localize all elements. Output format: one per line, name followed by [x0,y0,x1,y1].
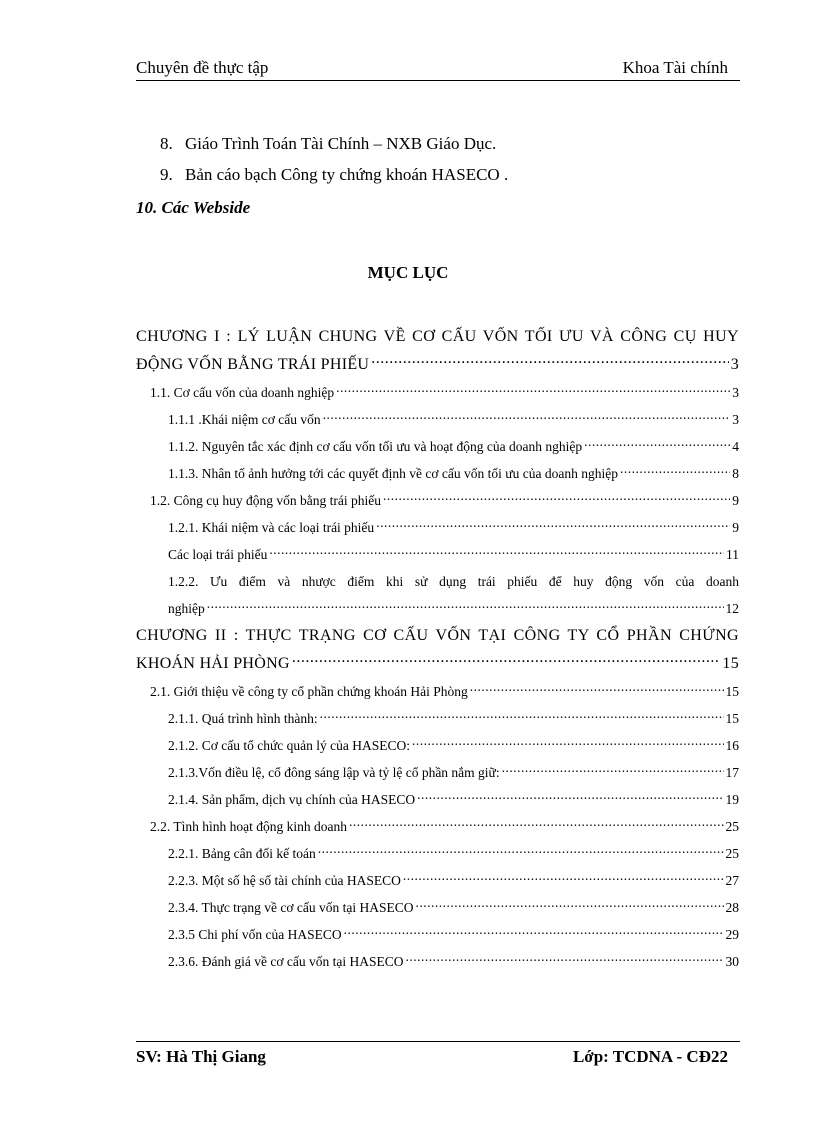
toc-entry-title: 2.2. Tình hình hoạt động kinh doanh [150,819,347,834]
toc-chapter-2-line1: CHƯƠNG II : THỰC TRẠNG CƠ CẤU VỐN TẠI CÔNG TY CỔ PHẦN CHỨNG [136,627,739,644]
toc-entry-title: 2.1.1. Quá trình hình thành: [168,711,318,726]
toc-entry-page: 27 [725,873,739,888]
footer-class: Lớp: TCDNA - CĐ22 [572,1047,728,1066]
toc-entry [150,813,739,840]
toc-entry-page: 19 [725,792,739,807]
header-right: Khoa Tài chính [622,58,728,77]
toc-entry-title: KHOÁN HẢI PHÒNG [136,655,290,672]
toc-entry-page: 9 [732,493,739,508]
toc-entry [136,650,739,678]
toc-entry [168,894,739,921]
toc-entry-title: 1.1.3. Nhân tố ảnh hưởng tới các quyết định về cơ cấu vốn tối ưu của doanh nghiệp [168,466,618,481]
toc-entry-title: 2.2.3. Một số hệ số tài chính của HASECO [168,873,401,888]
toc-entry [168,948,739,975]
toc-entry [168,705,739,732]
toc-entry-page: 4 [732,439,739,454]
toc-entry-page: 3 [730,356,739,373]
toc-entry [150,379,739,406]
reference-text: Giáo Trình Toán Tài Chính – NXB Giáo Dục. [185,134,497,153]
toc-entry [136,351,739,379]
toc-entry-title: 2.2.1. Bảng cân đối kế toán [168,846,316,861]
toc-entry-title: 2.1.2. Cơ cấu tổ chức quản lý của HASECO: [168,738,411,753]
toc-entry-page: 15 [725,684,739,699]
toc-entry [150,487,739,514]
toc-entry-page: 8 [732,466,739,481]
toc-entry [168,514,739,541]
toc-title: MỤC LỤC [367,263,449,282]
toc-entry-page: 16 [725,738,739,753]
header-left: Chuyên đề thực tập [136,58,269,77]
reference-item [160,163,508,194]
toc-entry-title: 1.2. Công cụ huy động vốn bằng trái phiếu [150,493,381,508]
toc-entry-title: 2.3.4. Thực trạng về cơ cấu vốn tại HASECO [168,900,414,915]
toc-entry-title: 2.1.4. Sản phẩm, dịch vụ chính của HASECO [168,792,416,807]
toc-entry-title: 2.3.5 Chi phí vốn của HASECO [168,927,342,942]
toc-entry-page: 30 [725,954,739,969]
toc-entry-page: 15 [722,655,739,672]
toc-entry-title: 2.3.6. Đánh giá về cơ cấu vốn tại HASECO [168,954,404,969]
toc-entry [168,759,739,786]
toc-entry [150,678,739,705]
toc-entry-page: 3 [732,385,739,400]
toc-entry-title: 1.1.1 .Khái niệm cơ cấu vốn [168,412,321,427]
toc-entry [168,406,739,433]
toc-entry-page: 15 [725,711,739,726]
toc-entry-page: 28 [725,900,739,915]
reference-number: 8. [160,134,173,153]
page-header [136,58,740,81]
toc-entry-page: 9 [732,520,739,535]
reference-number: 9. [160,165,173,184]
toc-entry [168,460,739,487]
toc-chapter-1-line1: CHƯƠNG I : LÝ LUẬN CHUNG VỀ CƠ CẤU VỐN TỐI ƯU VÀ CÔNG CỤ HUY [136,328,739,345]
toc-entry [168,786,739,813]
toc-entry-page: 25 [725,846,739,861]
toc-entry [168,433,739,460]
toc-entry-title: 2.1. Giới thiệu về công ty cổ phần chứng khoán Hải Phòng [150,684,468,699]
page-footer [136,1041,740,1066]
toc-entry-page: 3 [732,412,739,427]
toc-entry-page: 17 [725,765,739,780]
websites-heading: 10. Các Webside [136,198,251,217]
toc-entry-page: 11 [726,547,739,562]
toc-entry-title: 1.1.2. Nguyên tắc xác định cơ cấu vốn tối ưu và hoạt động của doanh nghiệp [168,439,583,454]
toc-entry [168,732,739,759]
toc-entry-title: 1.2.1. Khái niệm và các loại trái phiếu [168,520,375,535]
footer-student: SV: Hà Thị Giang [136,1047,266,1066]
toc-entry-title: Các loại trái phiếu [168,547,268,562]
toc-entry-page: 25 [725,819,739,834]
toc-entry [168,921,739,948]
toc-entry [168,840,739,867]
toc-entry [168,867,739,894]
toc-entry-title: 2.1.3.Vốn điều lệ, cổ đông sáng lập và tỷ lệ cổ phần nắm giữ: [168,765,500,780]
reference-text: Bản cáo bạch Công ty chứng khoán HASECO . [185,165,509,184]
reference-item [160,132,508,163]
toc-entry-page: 12 [725,601,739,616]
toc-entry-title: nghiệp [168,601,205,616]
toc-entry-title: ĐỘNG VỐN BẰNG TRÁI PHIẾU [136,356,370,373]
toc-entry-title: 1.1. Cơ cấu vốn của doanh nghiệp [150,385,335,400]
table-of-contents [136,323,739,975]
reference-list [160,132,508,194]
toc-entry-page: 29 [725,927,739,942]
toc-entry [168,595,739,622]
toc-entry [168,541,739,568]
toc-entry-wrapped-line: 1.2.2. Ưu điểm và nhược điểm khi sử dụng trái phiếu để huy động vốn của doanh [168,574,739,589]
